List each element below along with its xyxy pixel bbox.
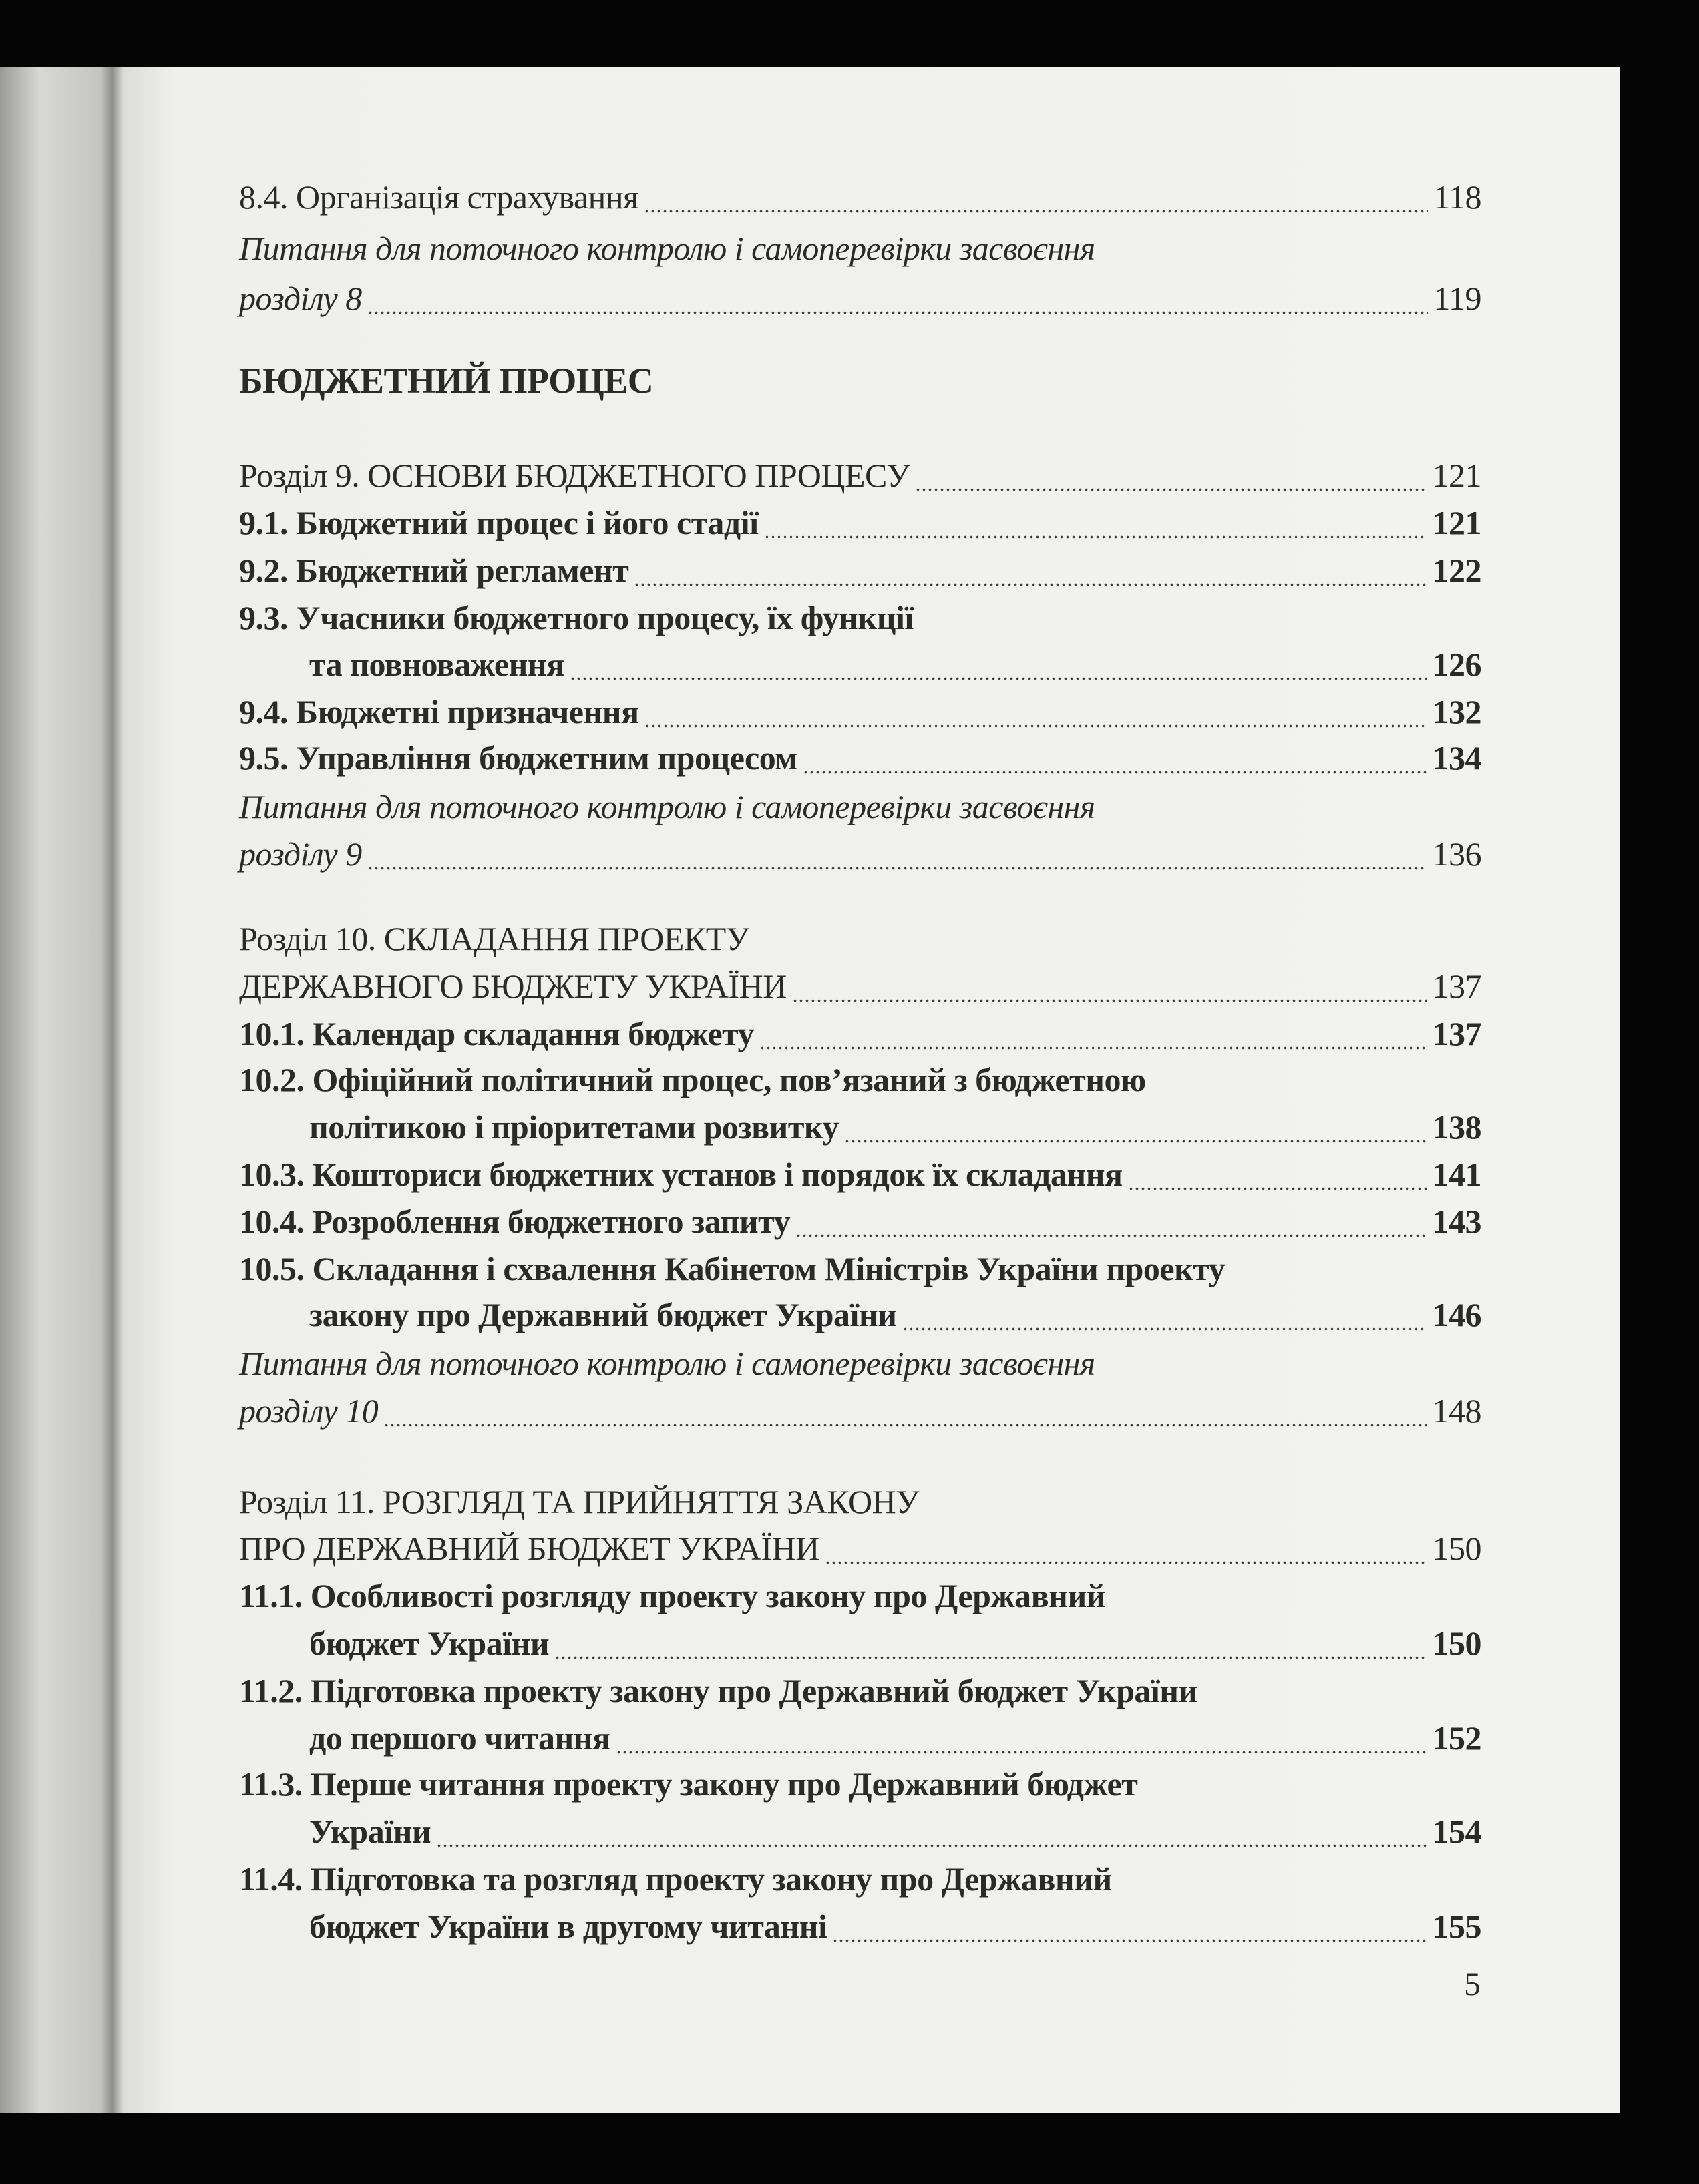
entry-title: 10.4. Розроблення бюджетного запиту xyxy=(239,1203,791,1240)
toc-questions xyxy=(239,1341,1481,1385)
entry-page: 143 xyxy=(1432,1203,1481,1240)
toc-entry xyxy=(239,736,1481,780)
entry-page: 138 xyxy=(1432,1108,1481,1146)
toc-questions xyxy=(239,785,1481,829)
entry-title: Розділ 11. РОЗГЛЯД ТА ПРИЙНЯТТЯ ЗАКОНУ xyxy=(239,1483,920,1520)
dot-leader xyxy=(644,175,1429,219)
toc-chapter xyxy=(239,964,1481,1008)
toc-entry xyxy=(239,1762,1481,1806)
entry-title: 10.1. Календар складання бюджету xyxy=(239,1015,755,1052)
page-number: 5 xyxy=(1464,1965,1481,2002)
entry-title: ДЕРЖАВНОГО БЮДЖЕТУ УКРАЇНИ xyxy=(239,967,787,1005)
toc-questions xyxy=(239,226,1481,270)
entry-title: 11.3. Перше читання проекту закону про Державний бюджет xyxy=(239,1765,1138,1803)
toc-entry-continued xyxy=(309,642,1481,686)
entry-page: 136 xyxy=(1432,835,1481,873)
toc-entry xyxy=(239,832,1481,876)
entry-title: до першого читання xyxy=(309,1719,610,1757)
toc-entry xyxy=(239,548,1481,592)
dot-leader xyxy=(759,1012,1427,1056)
toc-chapter xyxy=(239,453,1481,497)
part-heading xyxy=(239,359,1481,403)
toc-chapter xyxy=(239,1526,1481,1570)
entry-title: України xyxy=(309,1813,431,1850)
toc-entry xyxy=(239,1012,1481,1056)
entry-title: 11.1. Особливості розгляду проекту закону про Державний xyxy=(239,1577,1106,1614)
dot-leader xyxy=(570,642,1427,686)
heading-text: БЮДЖЕТНИЙ ПРОЦЕС xyxy=(239,361,654,401)
toc-entry xyxy=(239,1389,1481,1433)
entry-title: розділу 8 xyxy=(239,280,362,317)
toc-entry xyxy=(239,175,1481,219)
toc-entry xyxy=(239,596,1481,640)
toc-chapter xyxy=(239,1480,1481,1524)
dot-leader xyxy=(436,1809,1427,1853)
entry-title: 10.5. Складання і схвалення Кабінетом Міністрів України проекту xyxy=(239,1250,1225,1287)
entry-page: 148 xyxy=(1432,1392,1481,1430)
entry-title: Розділ 9. ОСНОВИ БЮДЖЕТНОГО ПРОЦЕСУ xyxy=(239,457,910,494)
toc-entry xyxy=(239,1857,1481,1901)
entry-title: 11.4. Підготовка та розгляд проекту закону про Державний xyxy=(239,1860,1112,1898)
toc-entry xyxy=(239,1199,1481,1243)
entry-page: 118 xyxy=(1433,178,1481,216)
toc-entry xyxy=(239,501,1481,545)
entry-title: Розділ 10. СКЛАДАННЯ ПРОЕКТУ xyxy=(239,920,749,957)
entry-title: 11.2. Підготовка проекту закону про Державний бюджет України xyxy=(239,1672,1197,1709)
toc-entry-continued xyxy=(309,1293,1481,1337)
entry-page: 134 xyxy=(1432,739,1481,777)
entry-title: Питання для поточного контролю і самоперевірки засвоєння xyxy=(239,230,1095,267)
entry-page: 121 xyxy=(1432,457,1481,494)
entry-page: 150 xyxy=(1432,1530,1481,1567)
toc-entry xyxy=(239,690,1481,734)
entry-title: 10.2. Офіційний політичний процес, пов’язаний з бюджетною xyxy=(239,1061,1146,1098)
entry-page: 121 xyxy=(1432,504,1481,541)
entry-title: 9.3. Учасники бюджетного процесу, їх функції xyxy=(239,599,914,636)
dot-leader xyxy=(1128,1152,1427,1196)
entry-title: 8.4. Організація страхування xyxy=(239,178,638,216)
entry-title: Питання для поточного контролю і самоперевірки засвоєння xyxy=(239,788,1095,825)
entry-page: 154 xyxy=(1432,1813,1481,1850)
entry-page: 132 xyxy=(1432,693,1481,730)
toc-entry-continued xyxy=(309,1716,1481,1760)
toc-entry xyxy=(239,1574,1481,1618)
entry-page: 137 xyxy=(1432,1015,1481,1052)
entry-page: 126 xyxy=(1432,646,1481,683)
entry-page: 122 xyxy=(1432,552,1481,589)
entry-title: ПРО ДЕРЖАВНИЙ БЮДЖЕТ УКРАЇНИ xyxy=(239,1530,819,1567)
dot-leader xyxy=(902,1293,1427,1337)
entry-title: Питання для поточного контролю і самоперевірки засвоєння xyxy=(239,1345,1095,1382)
dot-leader xyxy=(844,1105,1427,1149)
dot-leader xyxy=(383,1389,1427,1433)
dot-leader xyxy=(367,276,1429,320)
toc-entry-continued xyxy=(309,1809,1481,1853)
entry-title: 9.1. Бюджетний процес і його стадії xyxy=(239,504,759,541)
dot-leader xyxy=(915,453,1427,497)
entry-page: 146 xyxy=(1432,1296,1481,1333)
dot-leader xyxy=(644,690,1427,734)
entry-title: 9.4. Бюджетні призначення xyxy=(239,693,639,730)
toc-entry xyxy=(239,1247,1481,1291)
dot-leader xyxy=(764,501,1427,545)
dot-leader xyxy=(554,1621,1427,1665)
dot-leader xyxy=(616,1716,1427,1760)
toc-entry-continued xyxy=(309,1621,1481,1665)
dot-leader xyxy=(803,736,1427,780)
dot-leader xyxy=(367,832,1427,876)
entry-title: бюджет України xyxy=(309,1624,550,1662)
dot-leader xyxy=(832,1904,1427,1948)
toc-entry xyxy=(239,276,1481,320)
dot-leader xyxy=(634,548,1427,592)
dot-leader xyxy=(792,964,1427,1008)
entry-page: 141 xyxy=(1432,1156,1481,1193)
entry-page: 155 xyxy=(1432,1908,1481,1945)
entry-title: та повноваження xyxy=(309,646,564,683)
dot-leader xyxy=(795,1199,1427,1243)
entry-page: 137 xyxy=(1432,967,1481,1005)
entry-title: розділу 10 xyxy=(239,1392,379,1430)
toc-entry xyxy=(239,1669,1481,1713)
dot-leader xyxy=(825,1526,1427,1570)
toc-chapter xyxy=(239,917,1481,961)
entry-title: 9.5. Управління бюджетним процесом xyxy=(239,739,797,777)
toc-entry-continued xyxy=(309,1904,1481,1948)
entry-title: розділу 9 xyxy=(239,835,362,873)
entry-page: 119 xyxy=(1433,280,1481,317)
entry-title: 9.2. Бюджетний регламент xyxy=(239,552,629,589)
toc-entry xyxy=(239,1152,1481,1196)
entry-page: 152 xyxy=(1432,1719,1481,1757)
entry-title: політикою і пріоритетами розвитку xyxy=(309,1108,839,1146)
entry-title: закону про Державний бюджет України xyxy=(309,1296,897,1333)
entry-title: 10.3. Кошториси бюджетних установ і порядок їх складання xyxy=(239,1156,1123,1193)
entry-title: бюджет України в другому читанні xyxy=(309,1908,827,1945)
entry-page: 150 xyxy=(1432,1624,1481,1662)
toc-entry xyxy=(239,1058,1481,1102)
toc-entry-continued xyxy=(309,1105,1481,1149)
